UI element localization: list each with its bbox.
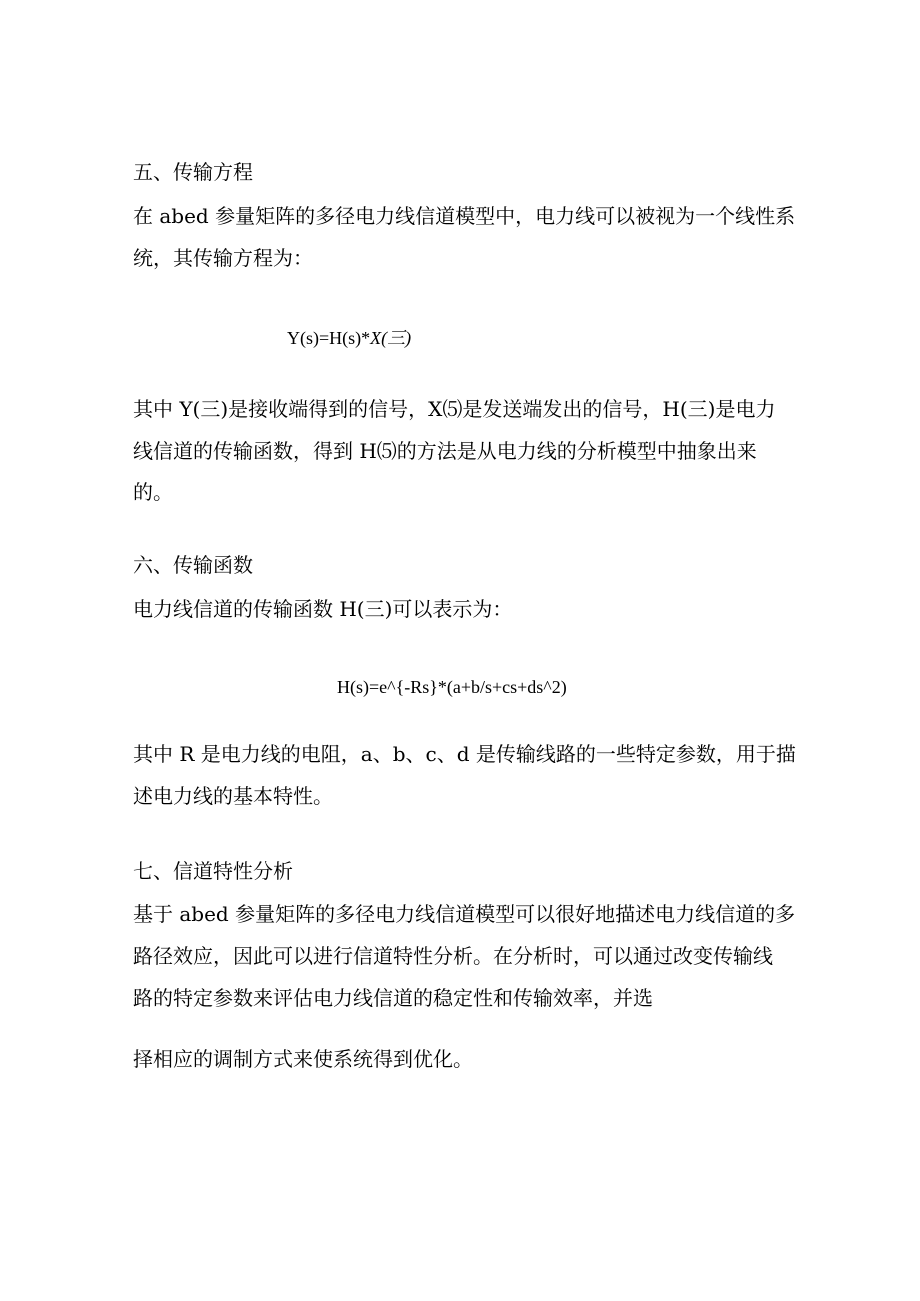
paragraph-line: 述电力线的基本特性。 — [133, 784, 333, 808]
paragraph-line: 统，其传输方程为： — [133, 246, 313, 270]
paragraph-line: 在 abed 参量矩阵的多径电力线信道模型中，电力线可以被视为一个线性系 — [133, 204, 796, 228]
paragraph-line: 电力线信道的传输函数 H(三)可以表示为： — [133, 597, 513, 621]
section-heading-channel-analysis: 七、信道特性分析 — [133, 859, 293, 883]
paragraph-line: 的。 — [133, 480, 173, 504]
paragraph-line: 路的特定参数来评估电力线信道的稳定性和传输效率，并选 — [133, 986, 653, 1010]
paragraph-line: 其中 Y(三)是接收端得到的信号，X⑸是发送端发出的信号，H(三)是电力 — [133, 397, 776, 421]
transfer-function-equation: H(s)=e^{-Rs}*(a+b/s+cs+ds^2) — [337, 677, 567, 697]
paragraph-line: 择相应的调制方式来使系统得到优化。 — [133, 1047, 473, 1071]
paragraph-line: 线信道的传输函数，得到 H⑸的方法是从电力线的分析模型中抽象出来 — [133, 439, 757, 463]
section-heading-transmission-equation: 五、传输方程 — [133, 160, 253, 184]
paragraph-line: 其中 R 是电力线的电阻，a、b、c、d 是传输线路的一些特定参数，用于描 — [133, 742, 796, 766]
paragraph-line: 基于 abed 参量矩阵的多径电力线信道模型可以很好地描述电力线信道的多 — [133, 902, 796, 926]
transmission-equation — [287, 326, 411, 350]
paragraph-line: 路径效应，因此可以进行信道特性分析。在分析时，可以通过改变传输线 — [133, 944, 773, 968]
section-heading-transfer-function: 六、传输函数 — [133, 553, 253, 577]
equation-main: Y(s)=H(s)* — [287, 328, 371, 348]
equation-italic-term: X(三) — [370, 328, 412, 348]
